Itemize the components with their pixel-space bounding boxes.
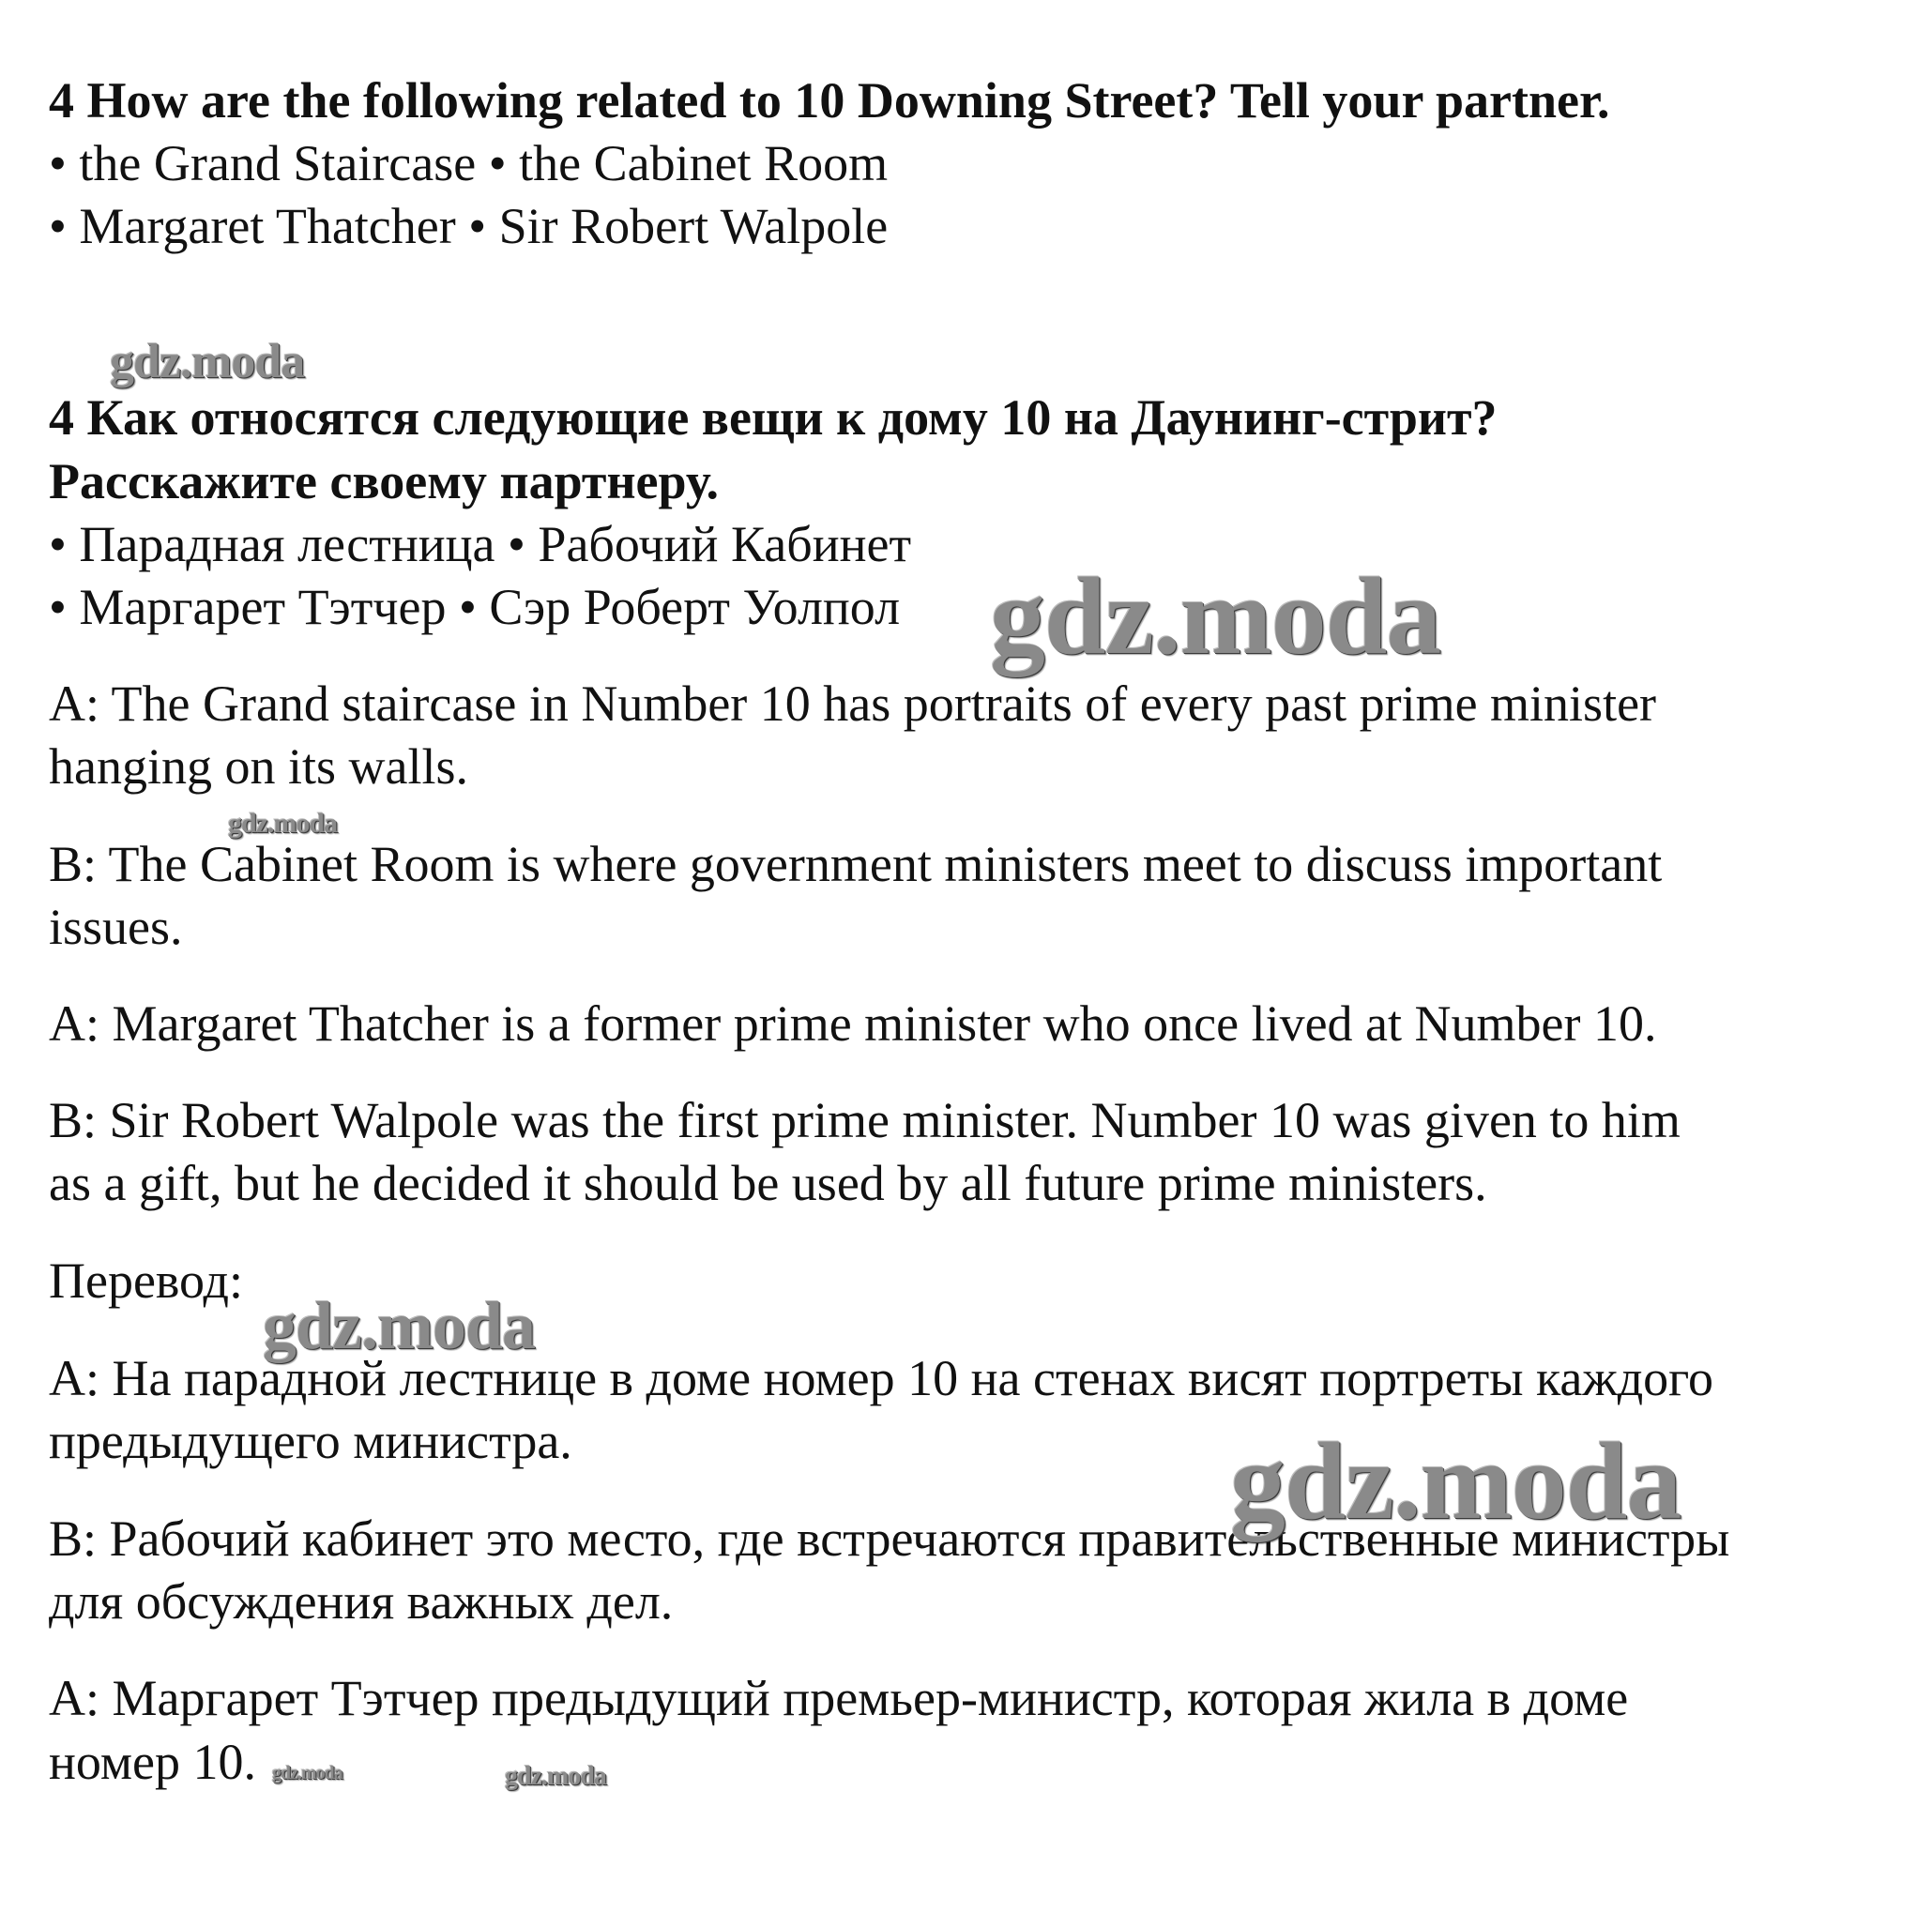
answer-en-b1-line2: issues. xyxy=(49,899,183,955)
answer-en-b2-line1: B: Sir Robert Walpole was the first prime minister. Number 10 was given to him xyxy=(49,1092,1681,1148)
translation-a1-line2: предыдущего министра. xyxy=(49,1413,572,1469)
watermark-logo: gdz.moda xyxy=(228,808,338,839)
watermark-logo: gdz.moda xyxy=(990,554,1441,677)
task-heading-ru-line1: 4 Как относятся следующие вещи к дому 10 на Даунинг-стрит? xyxy=(49,389,1498,446)
task-items-ru-2: • Маргарет Тэтчер • Сэр Роберт Уолпол xyxy=(49,579,901,635)
answer-en-a2-line1: A: Margaret Thatcher is a former prime minister who once lived at Number 10. xyxy=(49,995,1657,1052)
translation-a2-line1: A: Маргарет Тэтчер предыдущий премьер-министр, которая жила в доме xyxy=(49,1670,1629,1726)
watermark-logo: gdz.moda xyxy=(505,1762,606,1791)
task-items-en-1: • the Grand Staircase • the Cabinet Room xyxy=(49,135,889,191)
task-items-en-2: • Margaret Thatcher • Sir Robert Walpole xyxy=(49,198,889,254)
watermark-logo: gdz.moda xyxy=(1230,1419,1681,1542)
watermark-logo: gdz.moda xyxy=(263,1288,536,1363)
answer-en-a1-line2: hanging on its walls. xyxy=(49,738,468,795)
watermark-logo: gdz.moda xyxy=(272,1763,342,1783)
translation-b1-line1: B: Рабочий кабинет это место, где встречаются правительственные министры xyxy=(49,1510,1730,1567)
task-items-ru-1: • Парадная лестница • Рабочий Кабинет xyxy=(49,516,912,572)
translation-a2-line2: номер 10. xyxy=(49,1734,257,1790)
translation-a1-line1: A: На парадной лестнице в доме номер 10 на стенах висят портреты каждого xyxy=(49,1350,1713,1406)
translation-b1-line2: для обсуждения важных дел. xyxy=(49,1573,674,1630)
watermark-logo: gdz.moda xyxy=(110,335,305,388)
answer-en-a1-line1: A: The Grand staircase in Number 10 has portraits of every past prime minister xyxy=(49,675,1657,732)
answer-en-b1-line1: B: The Cabinet Room is where government ministers meet to discuss important xyxy=(49,836,1663,892)
task-heading-ru-line2: Расскажите своему партнеру. xyxy=(49,453,719,509)
translation-label: Перевод: xyxy=(49,1252,243,1309)
task-heading-en: 4 How are the following related to 10 Downing Street? Tell your partner. xyxy=(49,72,1610,129)
answer-en-b2-line2: as a gift, but he decided it should be used by all future prime ministers. xyxy=(49,1155,1487,1211)
